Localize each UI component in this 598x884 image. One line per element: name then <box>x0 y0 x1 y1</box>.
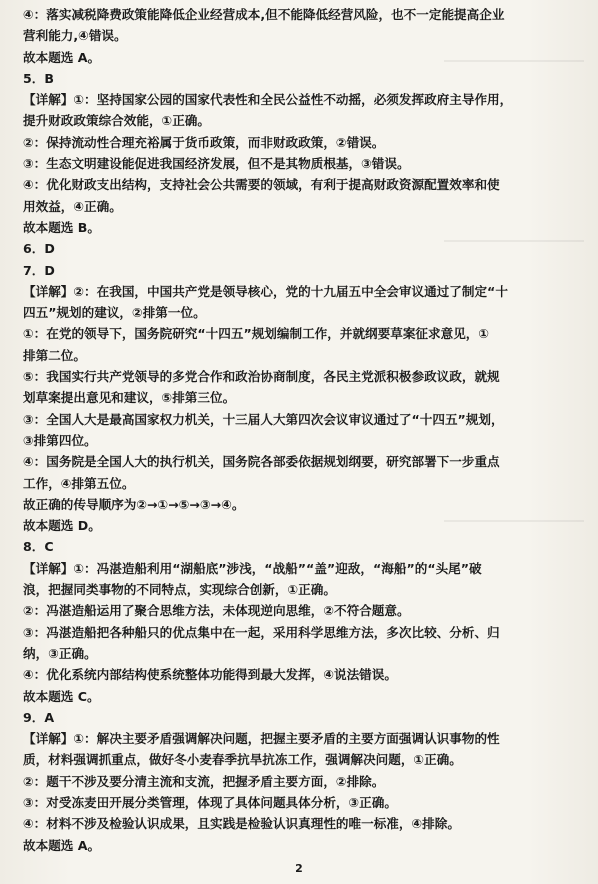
text-line: 工作，④排第五位。 <box>23 475 135 491</box>
text-line: 纳，③正确。 <box>23 645 97 661</box>
text-line: 【详解】①：解决主要矛盾强调解决问题，把握主要矛盾的主要方面强调认识事物的性 <box>23 731 500 747</box>
text-line: ④：优化财政支出结构，支持社会公共需要的领域，有利于提高财政资源配置效率和使 <box>23 177 500 193</box>
text-line: ③：冯湛造船把各种船只的优点集中在一起，采用科学思维方法，多次比较、分析、归 <box>23 624 500 640</box>
text-line: 【详解】①：冯湛造船利用“湖船底”涉浅，“战船”“盖”迎敌，“海船”的“头尾”破 <box>23 560 482 576</box>
answer-heading: 6．D <box>23 241 55 257</box>
text-line: 质，材料强调抓重点，做好冬小麦春季抗旱抗冻工作，强调解决问题，①正确。 <box>23 752 462 768</box>
text-line: 故本题选 D。 <box>23 518 101 534</box>
text-line: ②：题干不涉及要分清主流和支流，把握矛盾主要方面，②排除。 <box>23 773 385 789</box>
answer-heading: 5．B <box>23 70 54 86</box>
answer-heading: 7．D <box>23 262 55 278</box>
answer-text <box>23 4 581 856</box>
text-line: 故本题选 A。 <box>23 837 101 853</box>
text-line: ④：优化系统内部结构使系统整体功能得到最大发挥，④说法错误。 <box>23 667 397 683</box>
text-line: ③：全国人大是最高国家权力机关，十三届人大第四次会议审议通过了“十四五”规划， <box>23 411 504 427</box>
text-line: 排第二位。 <box>23 347 86 363</box>
answer-heading: 9．A <box>23 709 55 725</box>
text-line: 故正确的传导顺序为②→①→⑤→③→④。 <box>23 496 245 512</box>
text-line: 故本题选 A。 <box>23 49 101 65</box>
text-line: 【详解】②：在我国，中国共产党是领导核心，党的十九届五中全会审议通过了制定“十 <box>23 283 508 299</box>
text-line: ③：生态文明建设能促进我国经济发展，但不是其物质根基，③错误。 <box>23 156 410 172</box>
text-line: ④：国务院是全国人大的执行机关，国务院各部委依据规划纲要，研究部署下一步重点 <box>23 454 500 470</box>
text-line: 提升财政政策综合效能，①正确。 <box>23 113 210 129</box>
text-line: 浪，把握同类事物的不同特点，实现综合创新，①正确。 <box>23 582 336 598</box>
page-number: 2 <box>295 862 303 875</box>
text-line: 故本题选 B。 <box>23 219 100 235</box>
text-line: ④：材料不涉及检验认识成果，且实践是检验认识真理性的唯一标准，④排除。 <box>23 816 460 832</box>
text-line: ③排第四位。 <box>23 432 97 448</box>
text-line: ①：在党的领导下，国务院研究“十四五”规划编制工作，并就纲要草案征求意见，① <box>23 326 490 342</box>
text-line: ④：落实减税降费政策能降低企业经营成本,但不能降低经营风险，也不一定能提高企业 <box>23 7 505 22</box>
answer-heading: 8．C <box>23 539 54 555</box>
text-line: ②：冯湛造船运用了聚合思维方法，未体现逆向思维，②不符合题意。 <box>23 603 410 619</box>
text-line: 【详解】①：坚持国家公园的国家代表性和全民公益性不动摇，必须发挥政府主导作用， <box>23 92 513 108</box>
text-line: 划草案提出意见和建议，⑤排第三位。 <box>23 390 236 406</box>
text-line: 四五”规划的建议，②排第一位。 <box>23 305 206 321</box>
text-line: ⑤：我国实行共产党领导的多党合作和政治协商制度，各民主党派积极参政议政，就规 <box>23 369 500 385</box>
text-line: ②：保持流动性合理充裕属于货币政策，而非财政政策，②错误。 <box>23 134 385 150</box>
text-line: 用效益，④正确。 <box>23 198 122 214</box>
text-line: 营利能力,④错误。 <box>23 28 127 44</box>
text-line: ③：对受冻麦田开展分类管理，体现了具体问题具体分析，③正确。 <box>23 794 397 810</box>
text-line: 故本题选 C。 <box>23 688 100 704</box>
